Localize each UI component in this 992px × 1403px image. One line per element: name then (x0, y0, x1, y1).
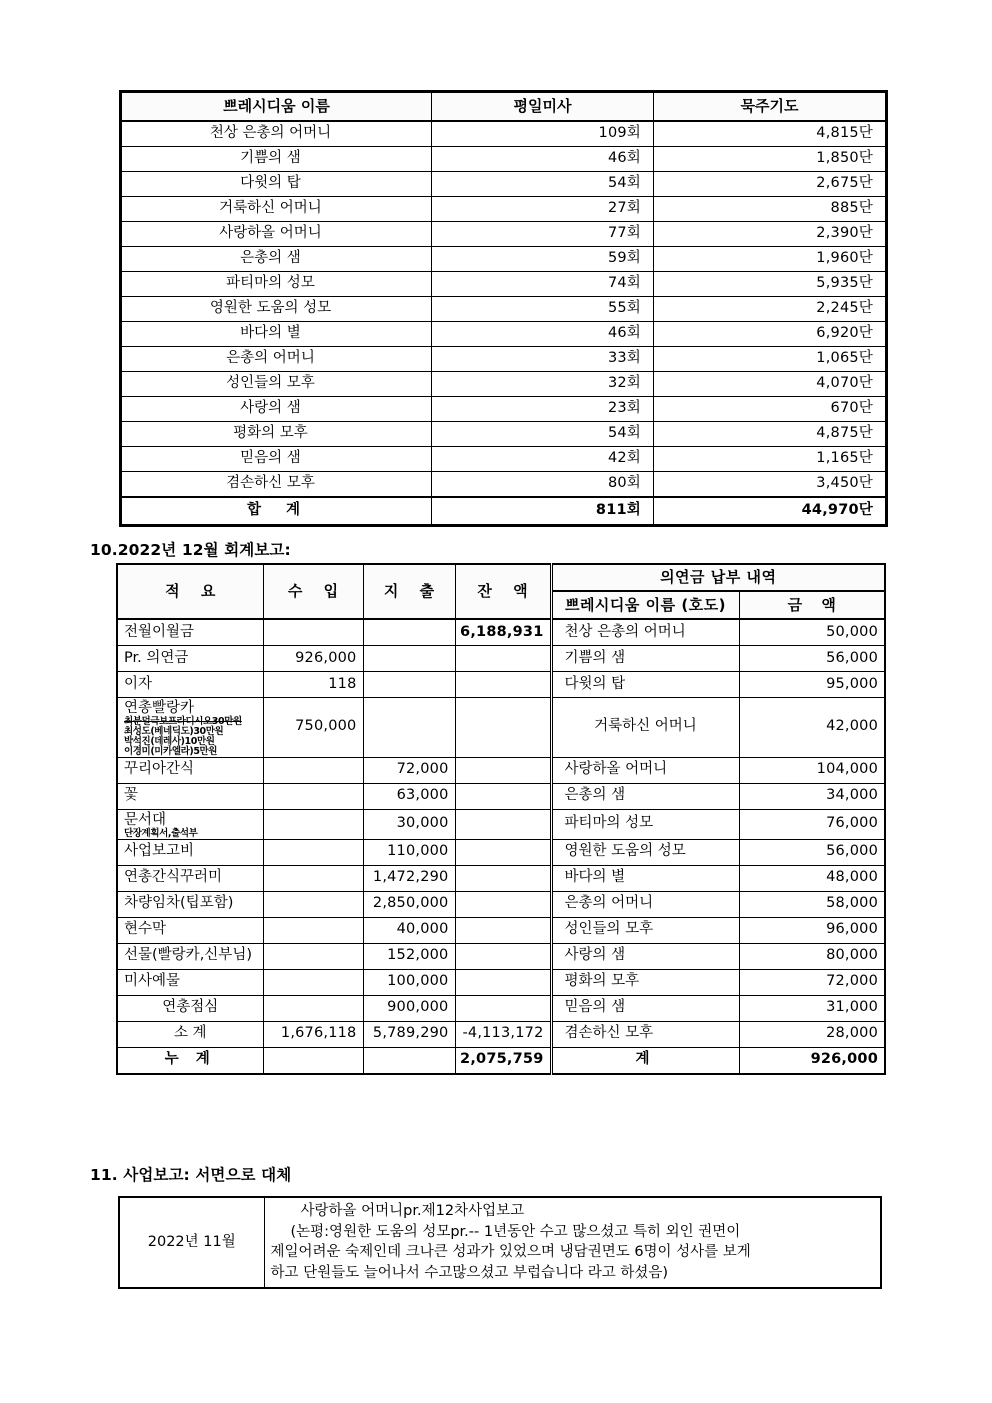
cell-presidium-name: 믿음의 샘 (121, 447, 432, 472)
cell-balance (455, 865, 551, 891)
cell-presidium-name: 천상 은총의 어머니 (121, 121, 432, 147)
cell-income (263, 969, 363, 995)
cell-income: 118 (263, 672, 363, 698)
cell-ledger-item: 연총간식꾸러미 (117, 865, 263, 891)
cell-expense (363, 619, 455, 646)
cell-donor-presidium-name: 사랑하올 어머니 (551, 757, 739, 783)
cell-rosary: 2,245단 (654, 297, 887, 322)
table-row (121, 297, 887, 322)
cell-ledger-item: 전월이월금 (117, 619, 263, 646)
report-date-cell: 2022년 11월 (119, 1197, 264, 1288)
cell-presidium-name: 겸손하신 모후 (121, 472, 432, 498)
table-row (117, 1021, 885, 1047)
cell-donor-presidium-name: 파티마의 성모 (551, 809, 739, 839)
cell-presidium-name: 거룩하신 어머니 (121, 197, 432, 222)
cell-income (263, 783, 363, 809)
cell-presidium-name: 사랑의 샘 (121, 397, 432, 422)
cell-expense: 40,000 (363, 917, 455, 943)
cell-donor-presidium-name: 바다의 별 (551, 865, 739, 891)
section-heading-accounting: 10.2022년 12월 회계보고: (90, 541, 291, 559)
table-row (121, 472, 887, 498)
cell-income (263, 943, 363, 969)
cell-donor-presidium-name: 거룩하신 어머니 (551, 698, 739, 758)
table-total-row (121, 497, 887, 526)
cell-ledger-item: 사업보고비 (117, 839, 263, 865)
column-header-weekday-mass: 평일미사 (432, 92, 654, 122)
cell-donation-amount: 31,000 (739, 995, 885, 1021)
cell-rosary: 1,850단 (654, 147, 887, 172)
cell-rosary: 5,935단 (654, 272, 887, 297)
cell-presidium-name: 기쁨의 샘 (121, 147, 432, 172)
cell-expense: 72,000 (363, 757, 455, 783)
cell-income: 1,676,118 (263, 1021, 363, 1047)
cell-expense: 1,472,290 (363, 865, 455, 891)
cell-expense: 63,000 (363, 783, 455, 809)
cell-ledger-item: 미사예물 (117, 969, 263, 995)
cell-donation-amount: 56,000 (739, 839, 885, 865)
report-body-cell (264, 1197, 881, 1288)
cell-donation-amount: 104,000 (739, 757, 885, 783)
cell-donor-presidium-name: 기쁨의 샘 (551, 646, 739, 672)
column-header-rosary: 묵주기도 (654, 92, 887, 122)
table-row (117, 839, 885, 865)
cell-donor-presidium-name: 다윗의 탑 (551, 672, 739, 698)
cell-rosary: 670단 (654, 397, 887, 422)
cell-expense (363, 698, 455, 758)
cell-donation-amount: 72,000 (739, 969, 885, 995)
cell-balance (455, 917, 551, 943)
column-header-presidium-name: 쁘레시디움 이름 (121, 92, 432, 122)
cell-weekday-mass: 77회 (432, 222, 654, 247)
table-row (117, 757, 885, 783)
cell-presidium-name: 성인들의 모후 (121, 372, 432, 397)
table-row (121, 197, 887, 222)
cell-income (263, 757, 363, 783)
table-row (121, 121, 887, 147)
cell-donation-amount: 58,000 (739, 891, 885, 917)
cell-balance (455, 646, 551, 672)
column-header-item: 적 요 (117, 564, 263, 619)
table-row (117, 865, 885, 891)
cell-grandtotal-label: 누 계 (117, 1047, 263, 1074)
cell-ledger-item: 꾸리아간식 (117, 757, 263, 783)
cell-weekday-mass: 46회 (432, 322, 654, 347)
table-row (117, 619, 885, 646)
cell-weekday-mass: 27회 (432, 197, 654, 222)
table-row (121, 172, 887, 197)
cell-expense: 2,850,000 (363, 891, 455, 917)
cell-balance (455, 891, 551, 917)
table-row (121, 372, 887, 397)
cell-balance (455, 995, 551, 1021)
cell-donor-presidium-name: 은총의 어머니 (551, 891, 739, 917)
cell-ledger-item: Pr. 의연금 (117, 646, 263, 672)
cell-weekday-mass: 109회 (432, 121, 654, 147)
cell-balance (455, 809, 551, 839)
cell-ledger-item: 연총빨랑카 최분덜극보프라디시오30만원 최성도(베네딕도)30만원 박석진(데레사)10만원 이경미(미카엘라)5만원 (117, 698, 263, 758)
cell-expense: 152,000 (363, 943, 455, 969)
cell-ledger-item: 차량임차(팁포함) (117, 891, 263, 917)
cell-grandtotal-balance: 2,075,759 (455, 1047, 551, 1074)
cell-ledger-item: 소 계 (117, 1021, 263, 1047)
table-row (119, 1197, 881, 1288)
cell-presidium-name: 은총의 샘 (121, 247, 432, 272)
cell-rosary: 2,390단 (654, 222, 887, 247)
cell-donor-presidium-name: 성인들의 모후 (551, 917, 739, 943)
cell-ledger-item: 현수막 (117, 917, 263, 943)
cell-rosary: 1,065단 (654, 347, 887, 372)
table-row (117, 943, 885, 969)
ledger-note-line: 최성도(베네딕도)30만원 (124, 725, 224, 737)
table-row (117, 995, 885, 1021)
cell-presidium-name: 사랑하올 어머니 (121, 222, 432, 247)
cell-donor-presidium-name: 천상 은총의 어머니 (551, 619, 739, 646)
business-report-table (118, 1196, 882, 1289)
table-total-row (117, 1047, 885, 1074)
column-header-donation-amount: 금 액 (739, 591, 885, 619)
cell-rosary: 885단 (654, 197, 887, 222)
cell-balance: -4,113,172 (455, 1021, 551, 1047)
column-header-expense: 지 출 (363, 564, 455, 619)
accounting-header-row-1 (117, 564, 885, 591)
cell-income: 750,000 (263, 698, 363, 758)
report-body-line: 사랑하올 어머니pr.제12차사업보고 (300, 1203, 525, 1219)
table-row (121, 222, 887, 247)
cell-donor-presidium-name: 사랑의 샘 (551, 943, 739, 969)
report-body-line: 하고 단원들도 늘어나서 수고많으셨고 부럽습니다 라고 하셨음) (270, 1264, 668, 1281)
cell-donation-amount: 28,000 (739, 1021, 885, 1047)
cell-income (263, 839, 363, 865)
column-header-donor-presidium-name: 쁘레시디움 이름 (호도) (551, 591, 739, 619)
cell-expense: 110,000 (363, 839, 455, 865)
cell-rosary: 4,070단 (654, 372, 887, 397)
table-row (121, 322, 887, 347)
cell-presidium-name: 파티마의 성모 (121, 272, 432, 297)
cell-weekday-mass: 74회 (432, 272, 654, 297)
table-row (121, 422, 887, 447)
cell-total-weekday-mass: 811회 (432, 497, 654, 526)
cell-balance (455, 757, 551, 783)
ledger-note-struck: 최분덜극보프라디시오30만원 (124, 715, 242, 727)
section-heading-business-report: 11. 사업보고: 서면으로 대체 (90, 1166, 292, 1184)
table-row (121, 247, 887, 272)
presidium-statistics-table (119, 90, 888, 527)
table-row (117, 891, 885, 917)
cell-donor-presidium-name: 믿음의 샘 (551, 995, 739, 1021)
table-row (121, 447, 887, 472)
table-row (121, 347, 887, 372)
table-row (117, 917, 885, 943)
cell-donation-amount: 34,000 (739, 783, 885, 809)
cell-expense: 100,000 (363, 969, 455, 995)
cell-donation-amount: 80,000 (739, 943, 885, 969)
cell-donation-amount: 76,000 (739, 809, 885, 839)
cell-income (263, 809, 363, 839)
table-row (117, 809, 885, 839)
cell-total-rosary: 44,970단 (654, 497, 887, 526)
cell-ledger-item: 문서대 단장계획서,출석부 (117, 809, 263, 839)
ledger-note-line: 박석진(데레사)10만원 (124, 735, 215, 747)
cell-income (263, 891, 363, 917)
cell-balance (455, 672, 551, 698)
accounting-report-table (116, 563, 886, 1075)
cell-donation-amount: 56,000 (739, 646, 885, 672)
cell-balance: 6,188,931 (455, 619, 551, 646)
cell-income (263, 995, 363, 1021)
cell-ledger-item: 연총점심 (117, 995, 263, 1021)
cell-rosary: 2,675단 (654, 172, 887, 197)
cell-total-label: 합 계 (121, 497, 432, 526)
table-row (117, 646, 885, 672)
cell-donor-presidium-name: 평화의 모후 (551, 969, 739, 995)
cell-rosary: 6,920단 (654, 322, 887, 347)
cell-donation-amount: 96,000 (739, 917, 885, 943)
table-row (117, 698, 885, 758)
ledger-note-line: 이경미(미카엘라)5만원 (124, 745, 218, 757)
cell-weekday-mass: 55회 (432, 297, 654, 322)
cell-income (263, 865, 363, 891)
cell-expense: 900,000 (363, 995, 455, 1021)
cell-donor-presidium-name: 겸손하신 모후 (551, 1021, 739, 1047)
cell-donation-total-label: 계 (551, 1047, 739, 1074)
cell-balance (455, 698, 551, 758)
ledger-note-line: 단장계획서,출석부 (124, 827, 198, 839)
cell-ledger-item: 선물(빨랑카,신부님) (117, 943, 263, 969)
cell-expense: 5,789,290 (363, 1021, 455, 1047)
cell-weekday-mass: 33회 (432, 347, 654, 372)
cell-rosary: 3,450단 (654, 472, 887, 498)
table-row (117, 969, 885, 995)
cell-balance (455, 783, 551, 809)
cell-presidium-name: 평화의 모후 (121, 422, 432, 447)
cell-presidium-name: 다윗의 탑 (121, 172, 432, 197)
cell-donor-presidium-name: 영원한 도움의 성모 (551, 839, 739, 865)
report-body-line: 제일어려운 숙제인데 크나큰 성과가 있었으며 냉담권면도 6명이 성사를 보게 (270, 1244, 751, 1261)
cell-weekday-mass: 32회 (432, 372, 654, 397)
cell-expense: 30,000 (363, 809, 455, 839)
cell-balance (455, 943, 551, 969)
cell-income (263, 917, 363, 943)
cell-donation-amount: 48,000 (739, 865, 885, 891)
cell-rosary: 4,875단 (654, 422, 887, 447)
cell-weekday-mass: 59회 (432, 247, 654, 272)
cell-weekday-mass: 80회 (432, 472, 654, 498)
cell-rosary: 1,165단 (654, 447, 887, 472)
cell-donation-total-amount: 926,000 (739, 1047, 885, 1074)
cell-balance (455, 839, 551, 865)
cell-donation-amount: 50,000 (739, 619, 885, 646)
table-row (117, 783, 885, 809)
presidium-statistics-section (119, 90, 885, 527)
cell-presidium-name: 영원한 도움의 성모 (121, 297, 432, 322)
table-row (121, 147, 887, 172)
cell-balance (455, 969, 551, 995)
cell-expense (363, 672, 455, 698)
cell-income: 926,000 (263, 646, 363, 672)
cell-weekday-mass: 42회 (432, 447, 654, 472)
accounting-report-section (116, 563, 884, 1075)
report-body-line: (논평:영원한 도움의 성모pr.-- 1년동안 수고 많으셨고 특히 외인 권면이 (290, 1223, 741, 1240)
table-row (117, 672, 885, 698)
cell-weekday-mass: 54회 (432, 422, 654, 447)
cell-rosary: 4,815단 (654, 121, 887, 147)
column-group-header-donations: 의연금 납부 내역 (551, 564, 885, 591)
cell-presidium-name: 은총의 어머니 (121, 347, 432, 372)
business-report-section (118, 1196, 880, 1289)
column-header-income: 수 입 (263, 564, 363, 619)
table-row (121, 272, 887, 297)
cell-grandtotal-expense (363, 1047, 455, 1074)
cell-ledger-item: 꽃 (117, 783, 263, 809)
cell-presidium-name: 바다의 별 (121, 322, 432, 347)
cell-grandtotal-income (263, 1047, 363, 1074)
cell-weekday-mass: 54회 (432, 172, 654, 197)
cell-ledger-item: 이자 (117, 672, 263, 698)
cell-income (263, 619, 363, 646)
table-row (121, 397, 887, 422)
cell-expense (363, 646, 455, 672)
cell-weekday-mass: 46회 (432, 147, 654, 172)
cell-donor-presidium-name: 은총의 샘 (551, 783, 739, 809)
column-header-balance: 잔 액 (455, 564, 551, 619)
table-header-row (121, 92, 887, 122)
cell-donation-amount: 95,000 (739, 672, 885, 698)
cell-weekday-mass: 23회 (432, 397, 654, 422)
cell-donation-amount: 42,000 (739, 698, 885, 758)
cell-rosary: 1,960단 (654, 247, 887, 272)
